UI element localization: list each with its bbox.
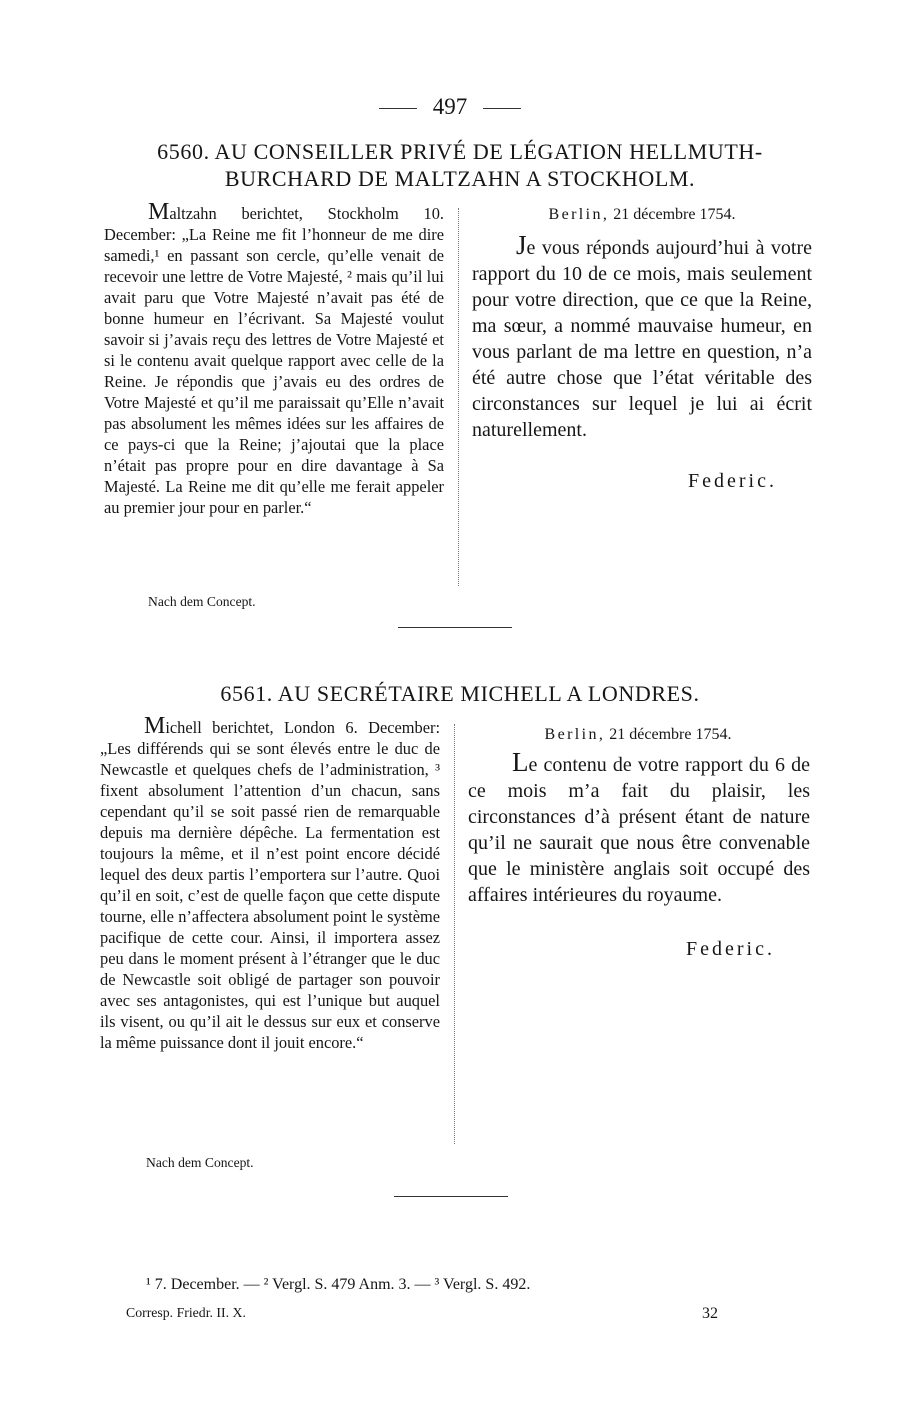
letter1-date: 21 décembre 1754. [613,206,736,223]
letter1-date-place: Berlin, [548,206,610,223]
letter1-dateline [472,206,812,224]
letter2-concept-note: Nach dem Concept. [146,1155,254,1170]
section-divider-2 [394,1196,508,1197]
letter2-dateline [468,726,808,744]
letter1-heading-line1: 6560. AU CONSEILLER PRIVÉ DE LÉGATION HELLMUTH- [157,139,763,164]
letter2-report [100,713,440,1053]
letter2-body [468,749,810,908]
letter2-column-divider [454,724,455,1144]
letter1-body [472,232,812,443]
letter1-report [104,199,444,518]
letter2-heading [100,680,820,707]
letter1-signature: Federic. [688,470,777,492]
letter2-date-place: Berlin, [544,726,606,743]
letter1-heading [100,138,820,192]
letter1-heading-line2: BURCHARD DE MALTZAHN A STOCKHOLM. [224,166,696,191]
letter2-date: 21 décembre 1754. [609,726,732,743]
footer-signature-number: 32 [702,1305,718,1322]
footnotes: ¹ 7. December. — ² Vergl. S. 479 Anm. 3. — ³ Vergl. S. 492. [146,1276,531,1293]
footer-collection-title: Corresp. Friedr. II. X. [126,1305,246,1320]
page-number: 497 [0,94,900,120]
letter1-initial: J [516,230,527,260]
letter1-text: e vous réponds aujourd’hui à votre rapport du 10 de ce mois, mais seulement pour votre direction, que ce que la Reine, ma sœur, a nommé mauvaise humeur, en vous parlant de ma lettre en question, n’a été autre chose que l’état véritable des circonstances sur lequel je lui ai écrit naturellement. [472,237,812,441]
letter2-initial: L [512,747,529,777]
letter1-column-divider [458,208,459,586]
letter2-report-text: ichell berichtet, London 6. December: „Les différends qui se sont élevés entre le duc de Newcastle et quelques chefs de l’administration, ³ fixent absolument l’attention d’un chacun, sans cependant qu’il se soit passé rien de remarquable depuis ma dernière dépêche. La fermentation est toujours la même, et il n’est point encore décidé lequel des deux partis l’emportera sur l’autre. Quoi qu’il en soit, c’est de quelle façon que cette dispute tourne, elle n’affectera absolument point le système pacifique de cette cour. Ainsi, il importera assez peu dans le moment présent à l’étranger que le duc de Newcastle soit obligé de partager son pouvoir avec ses antagonistes, qui est l’unique but auquel ils visent, ou qu’il ait le dessus sur eux et conserve la même puissance dont il jouit encore.“ [100,718,440,1052]
letter2-signature: Federic. [686,938,775,960]
letter2-text: e contenu de votre rapport du 6 de ce mois m’a fait du plaisir, les circonstances d’à présent étant de nature qu’il ne saurait que nous être convenable que le ministère anglais soit occupé des affaires intérieures du royaume. [468,754,810,906]
letter2-heading-line1: 6561. AU SECRÉTAIRE MICHELL A LONDRES. [220,681,700,706]
letter1-report-initial: M [148,199,170,225]
letter1-report-text: altzahn berichtet, Stockholm 10. December: „La Reine me fit l’honneur de me dire samedi,¹ en passant son cercle, qu’elle venait de recevoir une lettre de Votre Majesté, ² mais qu’il lui avait paru que Votre Majesté n’avait pas été de bonne humeur en l’écrivant. Sa Majesté voulut savoir si j’avais reçu des lettres de Votre Majesté et si le contenu avait quelque rapport avec celle de la Reine. Je répondis que j’avais eu des ordres de Votre Majesté et qu’il me paraissait qu’Elle n’avait pas absolument les mêmes idées sur les affaires de ce pays-ci que la Reine; j’ajoutai que la place n’était pas propre pour en dire davantage à Sa Majesté. La Reine me dit qu’elle me ferait appeler au premier jour pour en parler.“ [104,204,444,517]
letter2-report-initial: M [144,713,166,739]
page-number-dash-left [379,108,417,109]
letter1-concept-note: Nach dem Concept. [148,594,256,609]
page-number-dash-right [483,108,521,109]
section-divider-1 [398,627,512,628]
